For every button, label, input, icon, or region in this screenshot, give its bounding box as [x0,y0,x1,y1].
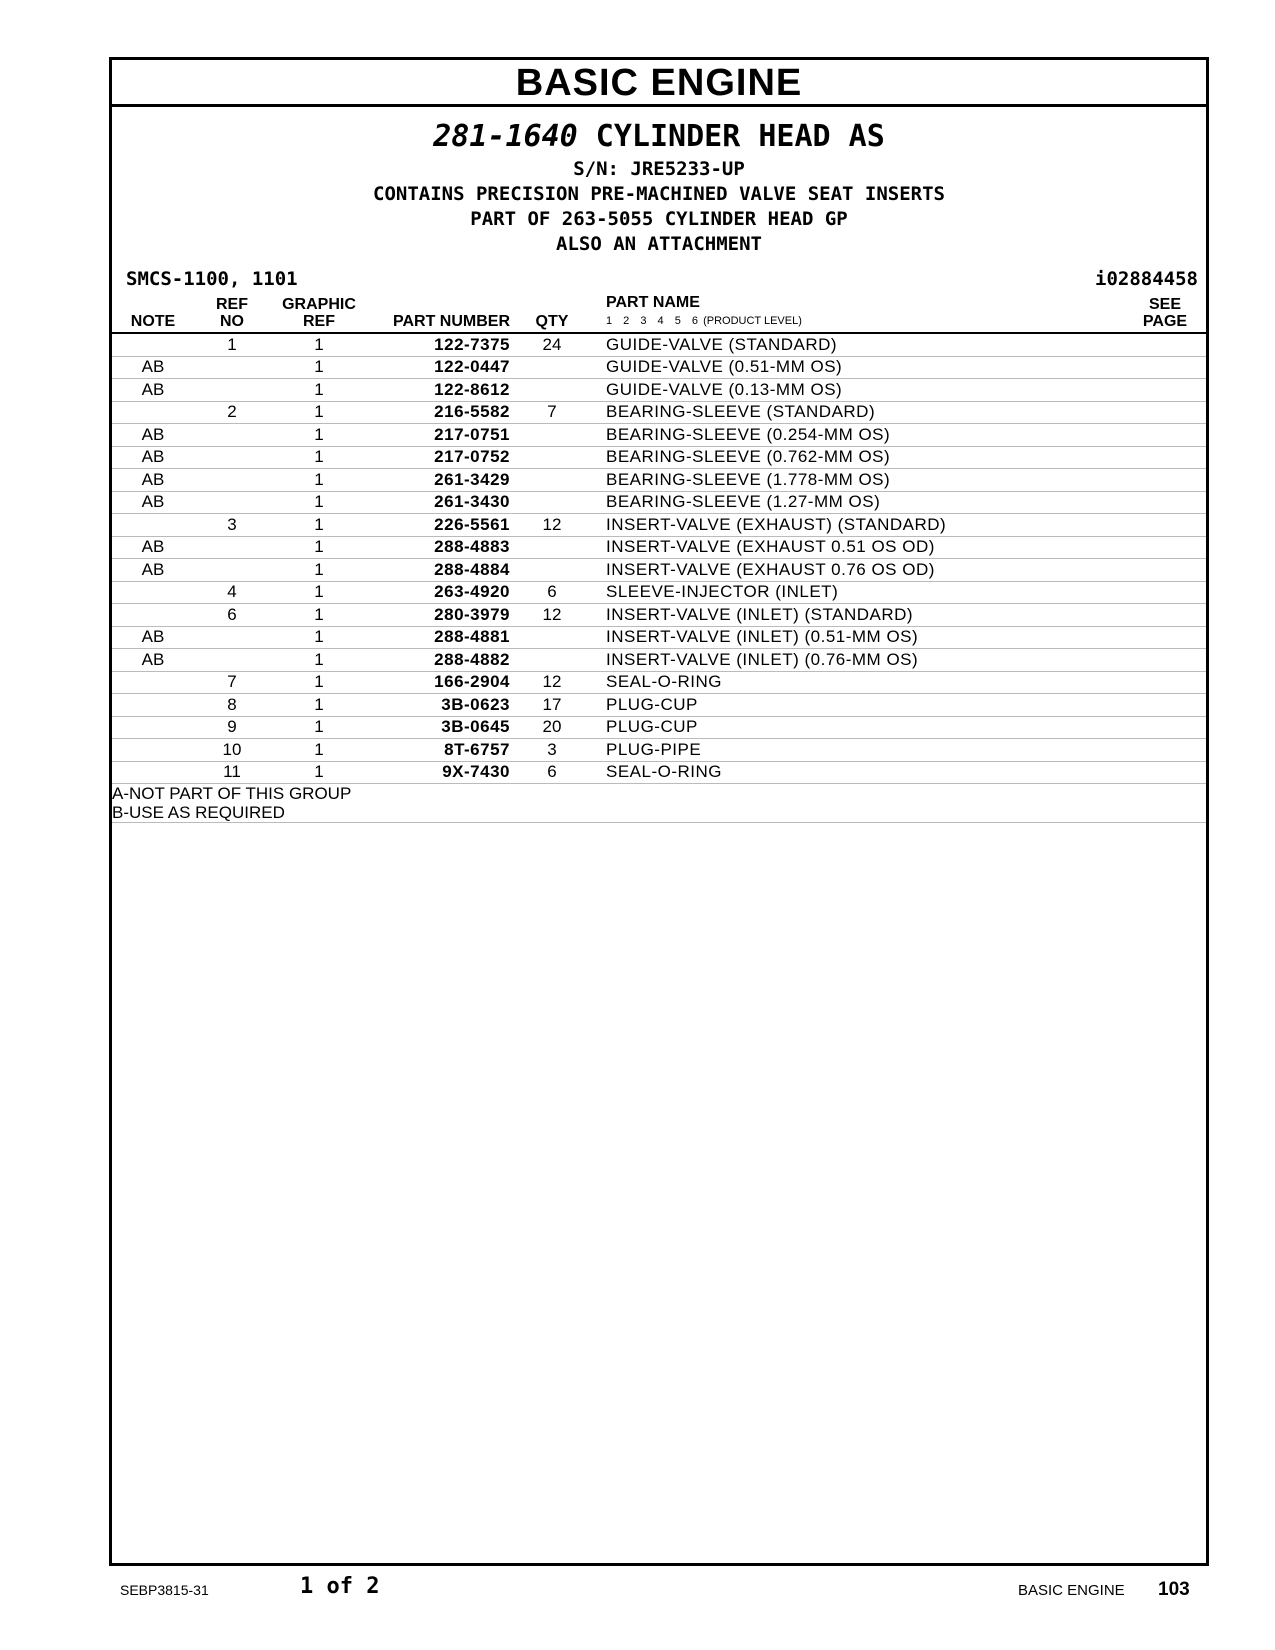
table-row [112,761,1206,784]
ref-no-cell [194,536,270,559]
part-name-cell: SEAL-O-RING [594,671,1124,694]
col-ref-no-line1: REF [216,296,248,313]
graphic-ref-cell: 1 [270,536,368,559]
part-number-cell[interactable]: 226-5561 [368,514,510,537]
qty-cell: 17 [510,694,594,717]
table-row [112,694,1206,717]
part-name-cell: INSERT-VALVE (INLET) (0.51-MM OS) [594,626,1124,649]
col-graphic-ref-line2: REF [303,313,335,330]
part-name-cell: INSERT-VALVE (EXHAUST 0.76 OS OD) [594,559,1124,582]
ref-no-cell [194,559,270,582]
see-page-cell [1124,716,1206,739]
part-name-cell: INSERT-VALVE (INLET) (STANDARD) [594,604,1124,627]
table-row [112,604,1206,627]
table-row [112,739,1206,762]
table-row [112,559,1206,582]
footnote: A-NOT PART OF THIS GROUP [112,784,352,803]
note-cell [112,581,194,604]
ref-no-cell [194,379,270,402]
part-name-cell: GUIDE-VALVE (STANDARD) [594,333,1124,356]
graphic-ref-cell: 1 [270,604,368,627]
assembly-title [112,117,1206,157]
part-name-cell: PLUG-PIPE [594,739,1124,762]
col-ref-no [194,294,270,333]
part-name-cell: BEARING-SLEEVE (STANDARD) [594,401,1124,424]
table-row [112,446,1206,469]
part-number-cell[interactable]: 122-0447 [368,356,510,379]
part-number-cell[interactable]: 216-5582 [368,401,510,424]
graphic-ref-cell: 1 [270,379,368,402]
see-page-cell [1124,559,1206,582]
part-name-cell: BEARING-SLEEVE (0.762-MM OS) [594,446,1124,469]
part-name-cell: BEARING-SLEEVE (0.254-MM OS) [594,424,1124,447]
col-see-page [1124,294,1206,333]
table-row [112,401,1206,424]
note-cell: AB [112,491,194,514]
page-footer [0,1570,1275,1600]
see-page-cell [1124,739,1206,762]
smcs-code: SMCS-1100, 1101 [126,268,298,290]
part-name-cell: INSERT-VALVE (EXHAUST 0.51 OS OD) [594,536,1124,559]
notes-cell [112,784,1206,823]
part-name-cell: INSERT-VALVE (INLET) (0.76-MM OS) [594,649,1124,672]
graphic-ref-cell: 1 [270,671,368,694]
ref-no-cell: 6 [194,604,270,627]
graphic-ref-cell: 1 [270,649,368,672]
part-name-cell: BEARING-SLEEVE (1.778-MM OS) [594,469,1124,492]
part-number-cell[interactable]: 166-2904 [368,671,510,694]
part-number-cell[interactable]: 288-4884 [368,559,510,582]
ref-no-cell: 11 [194,761,270,784]
ref-no-cell [194,469,270,492]
part-number-cell[interactable]: 261-3429 [368,469,510,492]
note-cell: AB [112,626,194,649]
part-name-cell: SLEEVE-INJECTOR (INLET) [594,581,1124,604]
qty-cell [510,491,594,514]
table-row [112,649,1206,672]
table-row [112,514,1206,537]
qty-cell [510,559,594,582]
note-cell: AB [112,356,194,379]
part-name-cell: BEARING-SLEEVE (1.27-MM OS) [594,491,1124,514]
table-row [112,491,1206,514]
graphic-ref-cell: 1 [270,469,368,492]
note-cell [112,604,194,627]
see-page-cell [1124,401,1206,424]
footer-page-number: 103 [1158,1579,1190,1600]
part-number-cell[interactable]: 122-7375 [368,333,510,356]
see-page-cell [1124,536,1206,559]
table-row [112,379,1206,402]
ref-no-cell [194,356,270,379]
qty-cell: 12 [510,671,594,694]
graphic-ref-cell: 1 [270,356,368,379]
table-row [112,356,1206,379]
see-page-cell [1124,514,1206,537]
ref-no-cell: 10 [194,739,270,762]
qty-cell [510,379,594,402]
graphic-ref-cell: 1 [270,401,368,424]
qty-cell [510,424,594,447]
graphic-ref-cell: 1 [270,761,368,784]
part-number-cell[interactable]: 3B-0645 [368,716,510,739]
graphic-ref-cell: 1 [270,333,368,356]
table-row [112,581,1206,604]
table-row [112,333,1206,356]
table-row [112,536,1206,559]
ref-no-cell: 9 [194,716,270,739]
ref-no-cell: 7 [194,671,270,694]
see-page-cell [1124,379,1206,402]
ref-no-cell: 4 [194,581,270,604]
qty-cell: 3 [510,739,594,762]
graphic-ref-cell: 1 [270,424,368,447]
note-cell: AB [112,469,194,492]
qty-cell: 7 [510,401,594,424]
part-number-cell[interactable]: 3B-0623 [368,694,510,717]
page-frame [109,57,1209,1566]
col-see-page-line2: PAGE [1142,313,1188,330]
ref-no-cell: 8 [194,694,270,717]
table-row [112,469,1206,492]
product-level-numbers: 1 2 3 4 5 6 [606,315,699,327]
see-page-cell [1124,424,1206,447]
graphic-ref-cell: 1 [270,491,368,514]
table-row [112,671,1206,694]
see-page-cell [1124,694,1206,717]
see-page-cell [1124,446,1206,469]
graphic-ref-cell: 1 [270,694,368,717]
qty-cell: 12 [510,604,594,627]
see-page-cell [1124,671,1206,694]
col-note: NOTE [112,294,194,333]
part-number-cell[interactable]: 122-8612 [368,379,510,402]
document-id: i02884458 [1095,268,1198,290]
smcs-row [112,265,1206,295]
qty-cell: 6 [510,761,594,784]
ref-no-cell: 2 [194,401,270,424]
qty-cell [510,356,594,379]
table-row [112,716,1206,739]
ref-no-cell: 3 [194,514,270,537]
qty-cell [510,649,594,672]
see-page-cell [1124,626,1206,649]
ref-no-cell: 1 [194,333,270,356]
part-number-cell[interactable]: 217-0752 [368,446,510,469]
see-page-cell [1124,581,1206,604]
col-graphic-ref-line1: GRAPHIC [282,296,356,313]
footnote: B-USE AS REQUIRED [112,803,285,822]
parts-table [112,294,1206,823]
see-page-cell [1124,604,1206,627]
qty-cell: 24 [510,333,594,356]
see-page-cell [1124,649,1206,672]
qty-cell [510,446,594,469]
part-name-cell: GUIDE-VALVE (0.13-MM OS) [594,379,1124,402]
graphic-ref-cell: 1 [270,581,368,604]
part-name-cell: PLUG-CUP [594,716,1124,739]
note-cell [112,401,194,424]
note-cell [112,333,194,356]
part-name-cell: INSERT-VALVE (EXHAUST) (STANDARD) [594,514,1124,537]
product-levels [606,313,1124,330]
see-page-cell [1124,491,1206,514]
ref-no-cell [194,626,270,649]
col-part-name [594,294,1124,333]
see-page-cell [1124,356,1206,379]
notes-row [112,784,1206,823]
qty-cell [510,469,594,492]
part-number-cell[interactable]: 288-4883 [368,536,510,559]
parts-table-body [112,333,1206,823]
assembly-note-3: ALSO AN ATTACHMENT [556,233,762,255]
graphic-ref-cell: 1 [270,559,368,582]
note-cell [112,739,194,762]
section-title: BASIC ENGINE [112,60,1206,107]
ref-no-cell [194,424,270,447]
col-see-page-line1: SEE [1148,296,1181,313]
note-cell [112,514,194,537]
parts-table-header [112,294,1206,333]
note-cell: AB [112,379,194,402]
part-number-cell[interactable]: 9X-7430 [368,761,510,784]
part-name-cell: SEAL-O-RING [594,761,1124,784]
col-part-name-label: PART NAME [606,294,700,311]
part-number-cell[interactable]: 280-3979 [368,604,510,627]
note-cell: AB [112,424,194,447]
part-number-cell[interactable]: 217-0751 [368,424,510,447]
see-page-cell [1124,333,1206,356]
graphic-ref-cell: 1 [270,626,368,649]
qty-cell: 20 [510,716,594,739]
footer-section: BASIC ENGINE [1018,1582,1125,1599]
ref-no-cell [194,446,270,469]
part-number-cell[interactable]: 288-4882 [368,649,510,672]
see-page-cell [1124,469,1206,492]
footer-page-of: 1 of 2 [300,1574,380,1599]
ref-no-cell [194,491,270,514]
part-name-cell: PLUG-CUP [594,694,1124,717]
note-cell: AB [112,649,194,672]
graphic-ref-cell: 1 [270,716,368,739]
note-cell [112,716,194,739]
graphic-ref-cell: 1 [270,514,368,537]
part-number-cell[interactable]: 261-3430 [368,491,510,514]
graphic-ref-cell: 1 [270,739,368,762]
qty-cell: 6 [510,581,594,604]
col-qty: QTY [510,294,594,333]
note-cell [112,761,194,784]
note-cell [112,671,194,694]
col-part-number: PART NUMBER [368,294,510,333]
ref-no-cell [194,649,270,672]
see-page-cell [1124,761,1206,784]
table-row [112,424,1206,447]
part-number-cell[interactable]: 8T-6757 [368,739,510,762]
note-cell [112,694,194,717]
serial-number: S/N: JRE5233-UP [573,158,745,180]
col-graphic-ref [270,294,368,333]
part-number-cell[interactable]: 263-4920 [368,581,510,604]
product-level-label: (PRODUCT LEVEL) [703,315,802,327]
assembly-note-1: CONTAINS PRECISION PRE-MACHINED VALVE SEAT INSERTS [373,183,945,205]
note-cell: AB [112,559,194,582]
qty-cell [510,536,594,559]
graphic-ref-cell: 1 [270,446,368,469]
note-cell: AB [112,536,194,559]
table-row [112,626,1206,649]
part-name-cell: GUIDE-VALVE (0.51-MM OS) [594,356,1124,379]
note-cell: AB [112,446,194,469]
part-number-cell[interactable]: 288-4881 [368,626,510,649]
assembly-name: CYLINDER HEAD AS [595,119,885,154]
qty-cell [510,626,594,649]
col-ref-no-line2: NO [220,313,244,330]
qty-cell: 12 [510,514,594,537]
assembly-note-2: PART OF 263-5055 CYLINDER HEAD GP [470,208,848,230]
assembly-part-number[interactable]: 281-1640 [433,119,578,154]
footer-doc-number: SEBP3815-31 [120,1582,209,1598]
